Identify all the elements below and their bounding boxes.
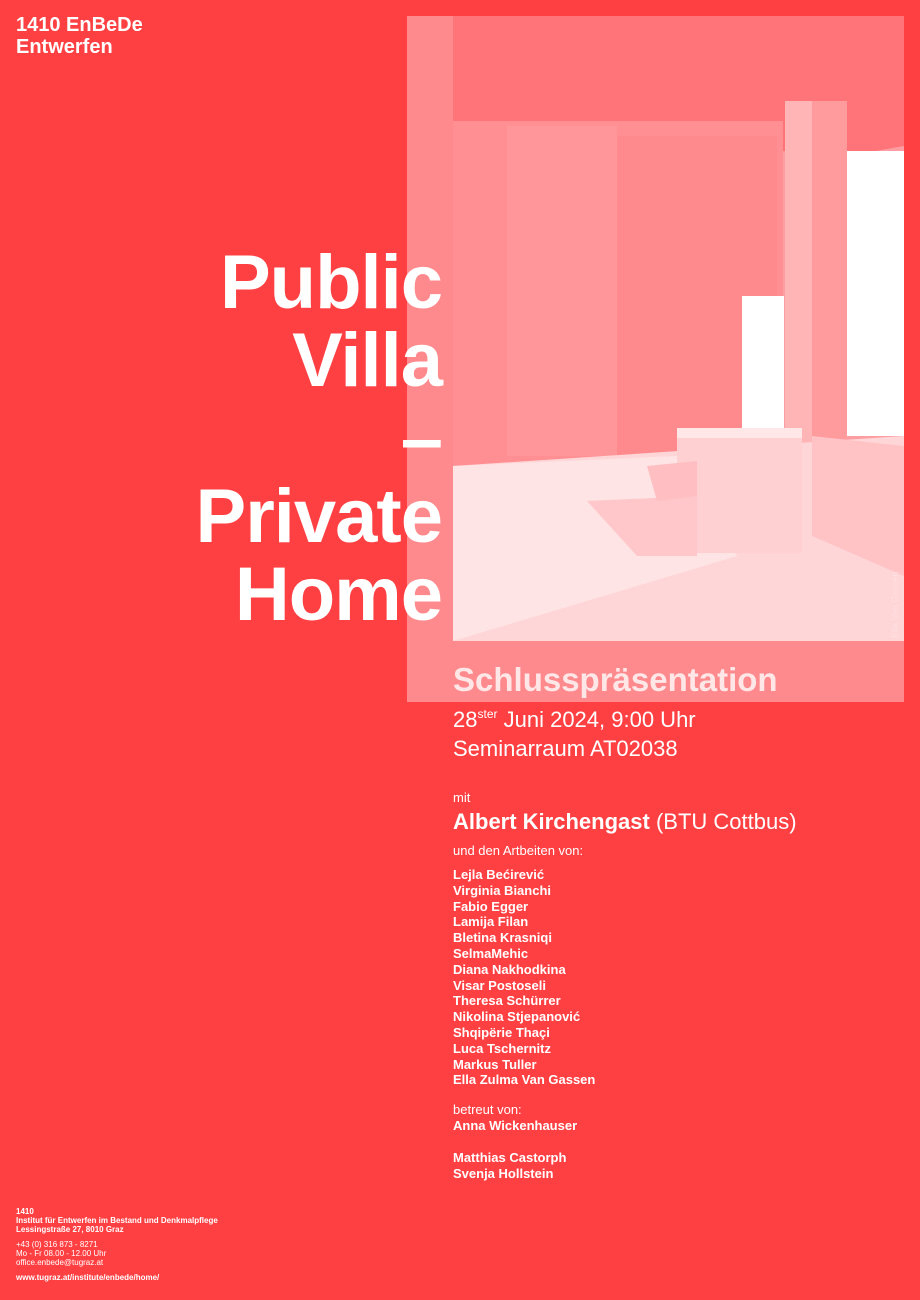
footer-institute: Institut für Entwerfen im Bestand und Denkmalpflege: [16, 1216, 218, 1225]
guest-affiliation: (BTU Cottbus): [649, 809, 797, 834]
footer-code: 1410: [16, 1207, 34, 1216]
student-name: Lejla Bećirević: [453, 867, 545, 882]
student-name: SelmaMehic: [453, 945, 529, 961]
student-name: Lamija Filan: [453, 914, 529, 930]
event-subtitle: Schlusspräsentation: [453, 661, 778, 698]
footer-address: Lessingstraße 27, 8010 Graz: [16, 1225, 124, 1234]
title-line: Public: [219, 240, 442, 325]
interior-photo-illustration: [407, 16, 904, 702]
footer-hours: Mo - Fr 08.00 - 12.00 Uhr: [16, 1249, 107, 1258]
title-line: Villa: [292, 318, 442, 403]
student-name: Ella Zulma Van Gassen: [453, 1072, 596, 1088]
supervisor-name: Svenja Hollstein: [453, 1166, 554, 1182]
event-date: [453, 700, 903, 734]
photo-credit: Ella Van Gassen: [890, 571, 900, 638]
student-name: Fabio Egger: [453, 898, 529, 914]
header: [16, 14, 143, 58]
supervisor-lead: Anna Wickenhauser: [453, 1118, 578, 1134]
header-line-1: 1410 EnBeDe: [16, 14, 143, 36]
footer-phone: +43 (0) 316 873 - 8271: [16, 1240, 98, 1249]
title-line: Private: [195, 474, 442, 559]
title-line: –: [400, 396, 442, 481]
supervisor-name: Matthias Castorph: [453, 1150, 567, 1166]
interior-photo: [407, 16, 904, 702]
student-name: Diana Nakhodkina: [453, 961, 566, 977]
student-list: [453, 867, 903, 1088]
event-room: Seminarraum AT02038: [453, 736, 678, 761]
poster-title: [195, 240, 443, 637]
supervision-intro: betreut von:: [453, 1102, 522, 1118]
student-name: Shqipërie Thaçi: [453, 1024, 550, 1040]
event-info: [453, 660, 903, 1182]
student-name: Virginia Bianchi: [453, 882, 552, 898]
guest-line: [453, 809, 903, 835]
footer: [16, 1207, 218, 1282]
date-rest: Juni 2024, 9:00 Uhr: [497, 707, 696, 732]
supervisor-others: [453, 1150, 903, 1182]
student-name: Nikolina Stjepanović: [453, 1009, 581, 1025]
student-name: Visar Postoseli: [453, 977, 546, 993]
date-suffix: ster: [477, 707, 498, 721]
title-line: Home: [234, 552, 442, 637]
student-name: Luca Tschernitz: [453, 1040, 552, 1056]
header-line-2: Entwerfen: [16, 36, 113, 58]
student-name: Markus Tuller: [453, 1056, 537, 1072]
students-intro: und den Artbeiten von:: [453, 843, 584, 858]
date-day: 28: [453, 707, 478, 732]
guest-name: Albert Kirchengast: [453, 809, 650, 834]
student-name: Bletina Krasniqi: [453, 930, 552, 946]
guest-intro: mit: [453, 790, 471, 805]
footer-email[interactable]: office.enbede@tugraz.at: [16, 1258, 104, 1267]
student-name: Theresa Schürrer: [453, 993, 561, 1009]
footer-url-link[interactable]: www.tugraz.at/institute/enbede/home/: [16, 1273, 160, 1282]
